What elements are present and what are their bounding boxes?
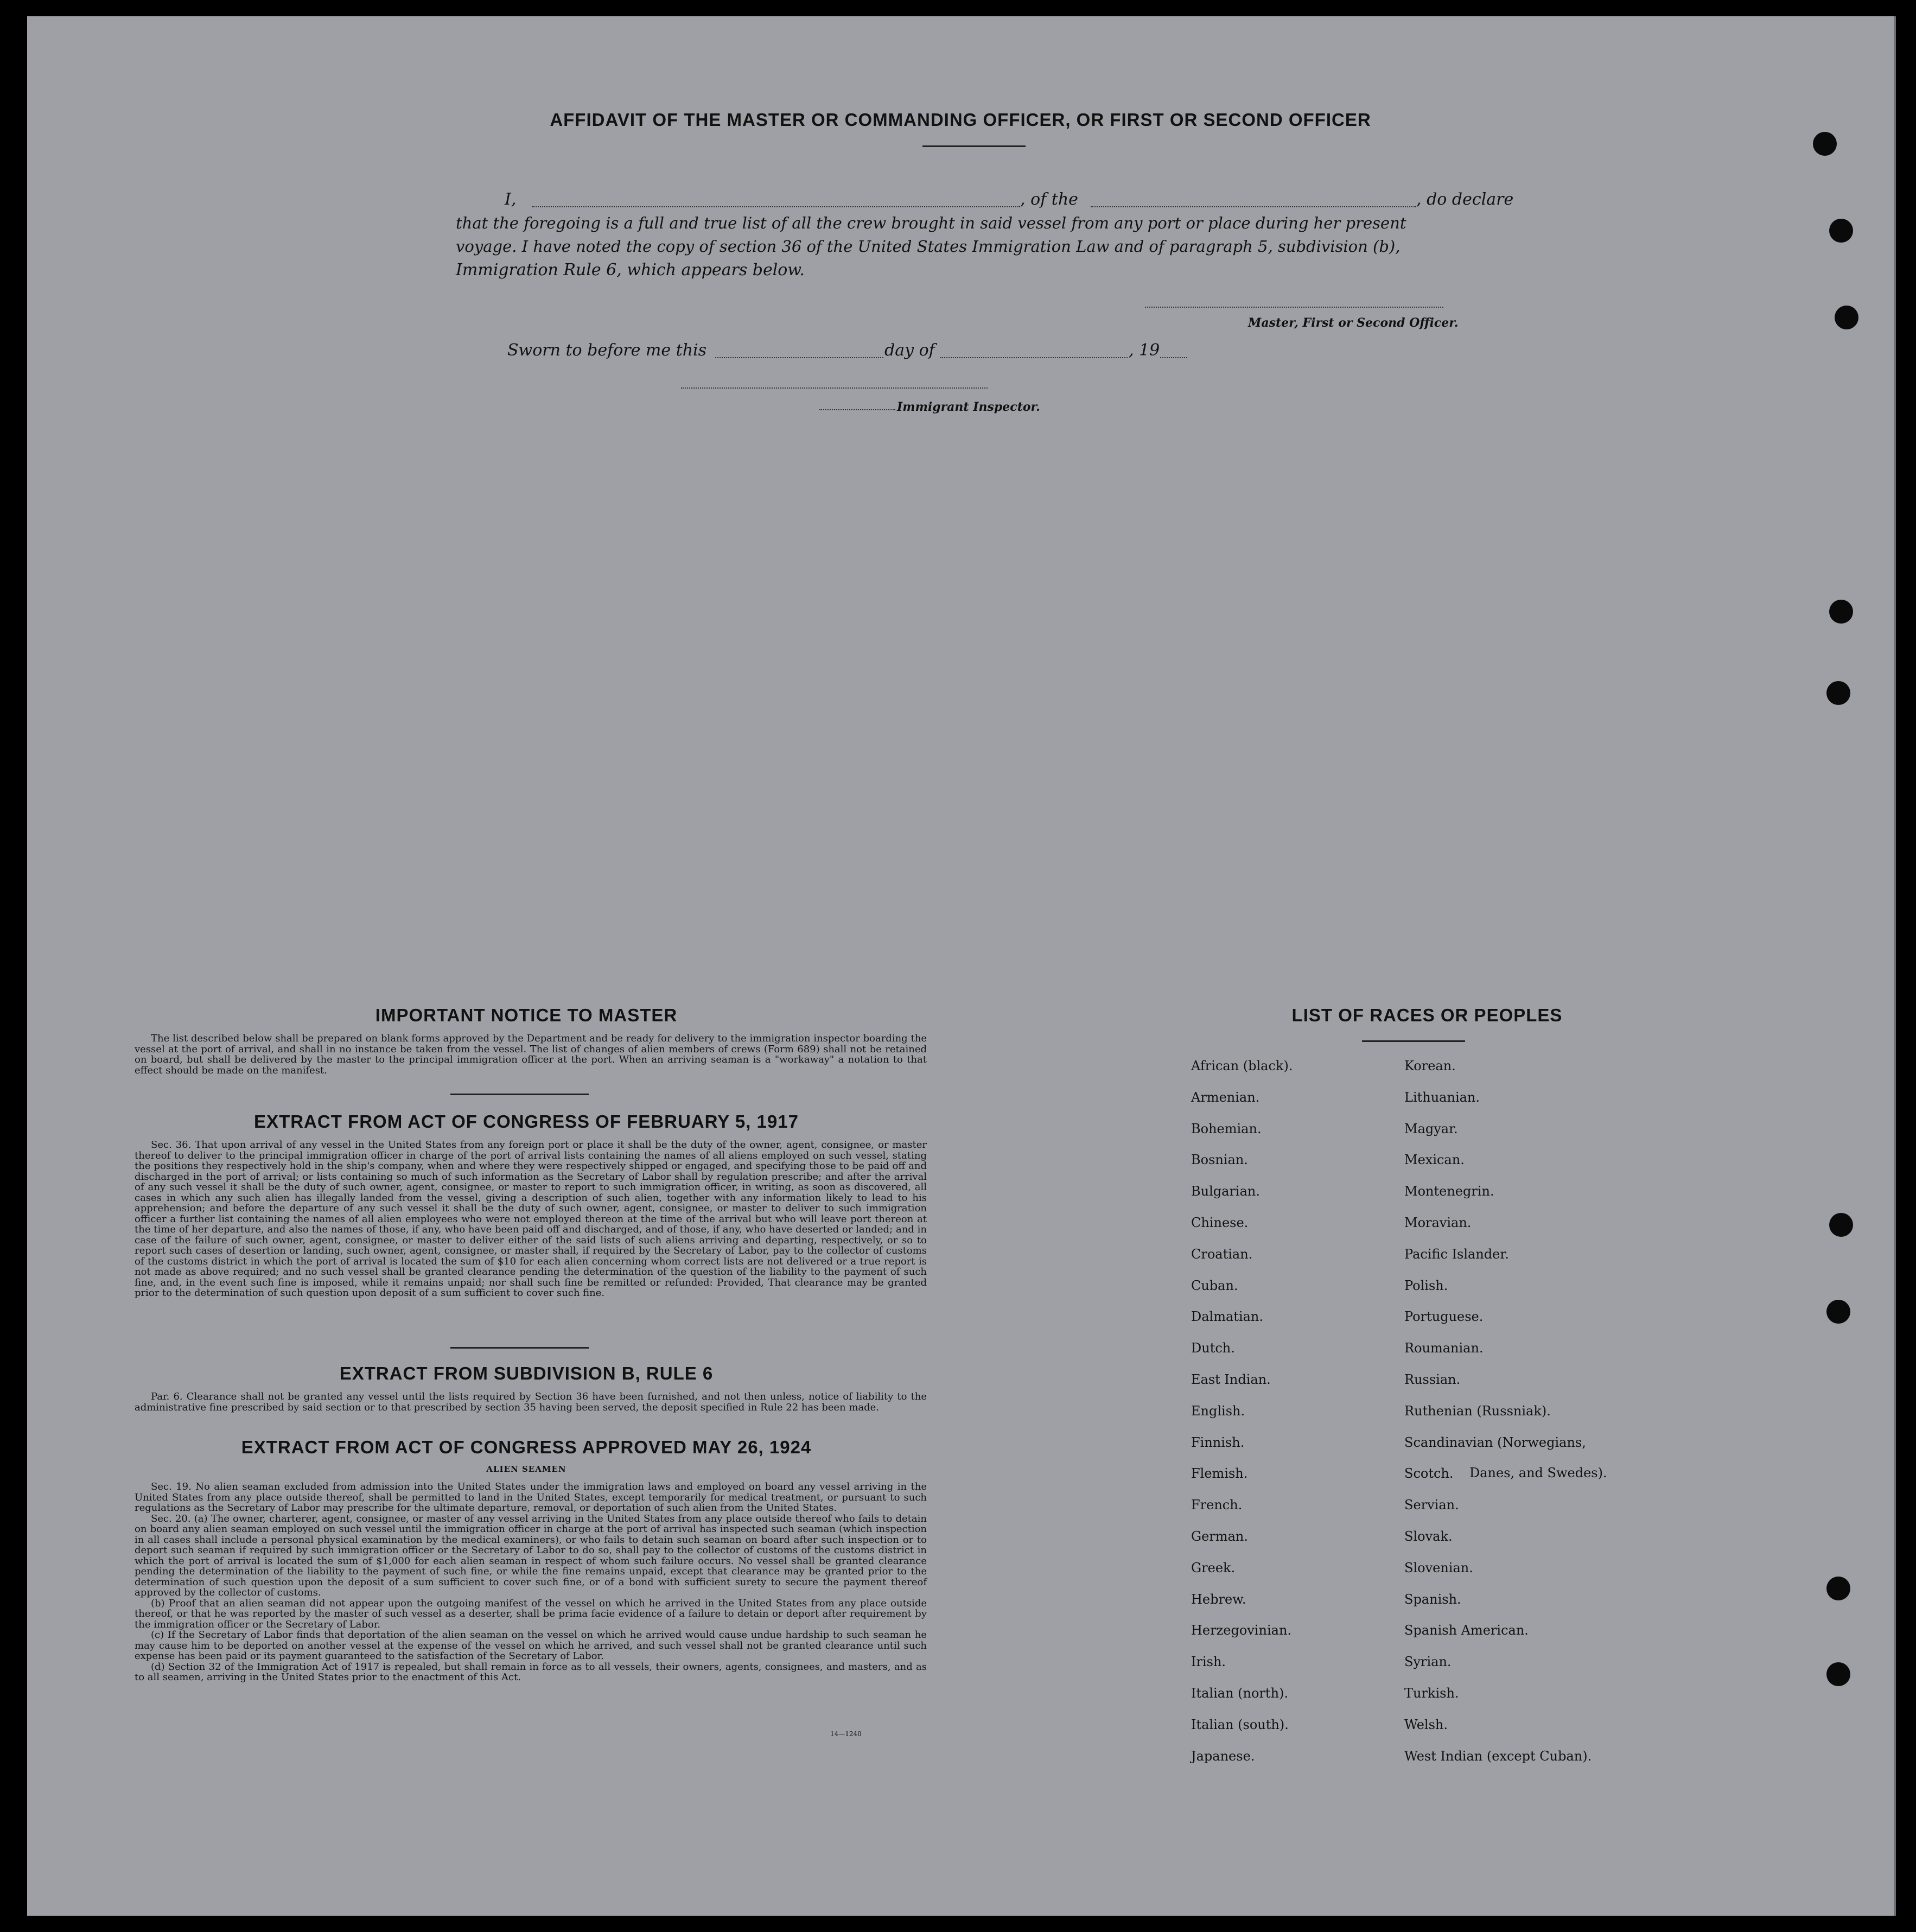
sworn-day-field[interactable] <box>715 357 883 358</box>
extract-1924-subtitle: ALIEN SEAMEN <box>486 1464 566 1474</box>
race-item: African (black). <box>1191 1058 1293 1073</box>
extract-1924-paragraph: (b) Proof that an alien seaman did not appear upon the outgoing manifest of the vessel on which he arrived in the United States from any place outside thereof, or that he was reported by the master of such vessel as a deserter, shall be prima facie evidence of a failure to detain or deport after requirement by the immigration officer or the Secretary of Labor. <box>135 1597 927 1630</box>
affidavit-line-2: that the foregoing is a full and true list of all the crew brought in said vessel from any port or place during her present <box>456 214 1406 232</box>
race-item: Roumanian. <box>1404 1340 1484 1356</box>
race-item: Syrian. <box>1404 1654 1452 1670</box>
binder-hole <box>1835 306 1858 329</box>
race-item: Polish. <box>1404 1278 1448 1293</box>
extract-1924-paragraph: Sec. 20. (a) The owner, charterer, agent, consignee, or master of any vessel arriving in the United States from any place outside thereof who fails to detain on board any alien seaman employed on such vessel until the immigration officer in charge at the port of arrival has inspected such seaman (which inspection in all cases shall include a personal physical examination by the medical examiners), or who fails to detain such seaman on board after such inspection or to deport such seaman if required by such immigration officer or the Secretary of Labor to do so, shall pay to the collector of customs of the customs district in which the port of arrival is located the sum of $1,000 for each alien seaman in respect of whom such failure occurs. No vessel shall be granted clearance pending the determination of the liability to the payment of such fine, or while the fine remains unpaid, except that clearance may be granted prior to the determination of such question upon the deposit of a sum sufficient to cover such fine, or of a bond with sufficient surety to secure the payment thereof approved by the collector of customs. <box>135 1512 927 1598</box>
title-underline <box>922 145 1026 147</box>
extract-1917-divider <box>450 1347 589 1349</box>
extract-rule6-paragraph: Par. 6. Clearance shall not be granted any vessel until the lists required by Section 36 have been furnished, and not then unless, notice of liability to the administrative fine prescribed by said section or to that prescribed by section 35 having been served, the deposit specified in Rule 22 has been made. <box>135 1391 927 1413</box>
race-item: Chinese. <box>1191 1215 1249 1230</box>
binder-hole <box>1829 219 1853 243</box>
race-item: Portuguese. <box>1404 1309 1484 1325</box>
day-of-label: day of <box>884 341 935 360</box>
affidavit-do-declare: , do declare <box>1416 190 1514 209</box>
race-item: Spanish. <box>1404 1591 1461 1607</box>
race-item: French. <box>1191 1497 1243 1513</box>
race-item: Magyar. <box>1404 1121 1458 1136</box>
inspector-caption: Immigrant Inspector. <box>897 400 1040 414</box>
inspector-name-field[interactable] <box>819 409 895 410</box>
race-item: German. <box>1191 1529 1248 1544</box>
binder-hole <box>1813 132 1837 156</box>
race-item: Turkish. <box>1404 1686 1459 1701</box>
extract-rule6-title: EXTRACT FROM SUBDIVISION B, RULE 6 <box>339 1363 714 1383</box>
affidavit-line-4: Immigration Rule 6, which appears below. <box>456 260 805 279</box>
notice-body <box>135 1033 927 1076</box>
race-item: Cuban. <box>1191 1278 1238 1293</box>
year-label: , 19 <box>1129 341 1160 360</box>
binder-hole <box>1829 1213 1853 1237</box>
binder-hole <box>1829 600 1853 624</box>
race-item: Dutch. <box>1191 1340 1235 1356</box>
race-item: Armenian. <box>1191 1089 1260 1105</box>
race-item: Moravian. <box>1404 1215 1472 1230</box>
race-item: Croatian. <box>1191 1246 1253 1262</box>
races-title: LIST OF RACES OR PEOPLES <box>1291 1005 1563 1025</box>
race-item: Bulgarian. <box>1191 1184 1260 1199</box>
race-item: Scandinavian (Norwegians, <box>1404 1434 1586 1450</box>
race-item: Hebrew. <box>1191 1591 1246 1607</box>
form-number: 14—1240 <box>830 1730 862 1738</box>
race-item: Pacific Islander. <box>1404 1246 1509 1262</box>
race-continuation: Danes, and Swedes). <box>1469 1465 1607 1480</box>
extract-1917-title: EXTRACT FROM ACT OF CONGRESS OF FEBRUARY 5, 1917 <box>254 1111 799 1132</box>
race-item: Herzegovinian. <box>1191 1623 1292 1638</box>
affidavit-line-3: voyage. I have noted the copy of section 36 of the United States Immigration Law and of paragraph 5, subdivision (b), <box>456 237 1401 256</box>
signature-field[interactable] <box>1145 307 1443 308</box>
race-item: Ruthenian (Russniak). <box>1404 1403 1551 1419</box>
binder-hole <box>1826 1577 1850 1600</box>
sworn-year-field[interactable] <box>1160 357 1187 358</box>
races-title-underline <box>1362 1040 1465 1042</box>
race-item: Bohemian. <box>1191 1121 1262 1136</box>
signature-caption: Master, First or Second Officer. <box>1248 316 1459 330</box>
affidavit-i-label: I, <box>505 190 517 209</box>
extract-1917-body <box>135 1140 927 1299</box>
extract-1924-paragraph: (d) Section 32 of the Immigration Act of 1917 is repealed, but shall remain in force as to all vessels, their owners, agents, consignees, and masters, and as to all seamen, arriving in the United States prior to the enactment of this Act. <box>135 1661 927 1683</box>
binder-hole <box>1826 1300 1850 1324</box>
extract-1924-paragraph: (c) If the Secretary of Labor finds that deportation of the alien seaman on the vessel on which he arrived would cause undue hardship to such seaman he may cause him to be deported on another vessel at the expense of the vessel on which he arrived, and such vessel shall not be granted clearance until such expense has been paid or its payment guaranteed to the satisfaction of the Secretary of Labor. <box>135 1629 927 1662</box>
race-item: Lithuanian. <box>1404 1089 1480 1105</box>
notice-divider <box>450 1094 589 1095</box>
extract-1924-paragraph: Sec. 19. No alien seaman excluded from admission into the United States under the immigration laws and employed on board any vessel arriving in the United States from any place outside thereof, shall be permitted to land in the United States, except temporarily for medical treatment, or pursuant to such regulations as the Secretary of Labor may prescribe for the ultimate departure, removal, or deportation of such alien from the United States. <box>135 1481 927 1514</box>
race-item: Dalmatian. <box>1191 1309 1264 1325</box>
race-item: English. <box>1191 1403 1245 1419</box>
name-field[interactable] <box>532 206 1020 207</box>
race-item: Flemish. <box>1191 1466 1248 1482</box>
extract-1924-title: EXTRACT FROM ACT OF CONGRESS APPROVED MAY 26, 1924 <box>241 1437 812 1457</box>
affidavit-title: AFFIDAVIT OF THE MASTER OR COMMANDING OFFICER, OR FIRST OR SECOND OFFICER <box>550 110 1371 130</box>
race-item: Irish. <box>1191 1654 1226 1670</box>
extract-1917-paragraph: Sec. 36. That upon arrival of any vessel in the United States from any foreign port or place it shall be the duty of the owner, agent, consignee, or master thereof to deliver to the principal immigration officer in charge of the port of arrival lists containing the names of all aliens employed on such vessel, stating the positions they respectively hold in the ship's company, when and where they were respectively shipped or engaged, and specifying those to be paid off and discharged in the port of arrival; or lists containing so much of such information as the Secretary of Labor shall by regulation prescribe; and after the arrival of any such vessel it shall be the duty of such owner, agent, consignee, or master to report to such immigration officer, in writing, as soon as discovered, all cases in which any such alien has illegally landed from the vessel, giving a description of such alien, together with any information likely to lead to his apprehension; and before the departure of any such vessel it shall be the duty of such owner, agent, consignee, or master to deliver to such immigration officer a further list containing the names of all alien employees who were not employed thereon at the time of the arrival but who will leave port thereon at the time of her departure, and also the names of those, if any, who have been paid off and discharged, and of those, if any, who have deserted or landed; and in case of the failure of such owner, agent, consignee, or master to deliver either of the said lists of such aliens arriving and departing, respectively, or so to report such cases of desertion or landing, such owner, agent, consignee, or master shall, if required by the Secretary of Labor, pay to the collector of customs of the customs district in which the port of arrival is located the sum of $10 for each alien concerning whom correct lists are not delivered or a true report is not made as above required; and no such vessel shall be granted clearance pending the determination of the question of the liability to the payment of such fine, and, in the event such fine is imposed, while it remains unpaid; nor shall such fine be remitted or refunded: Provided, That clearance may be granted prior to the determination of such question upon deposit of a sum sufficient to cover such fine. <box>135 1139 927 1299</box>
inspector-signature-field[interactable] <box>681 387 988 389</box>
notice-paragraph: The list described below shall be prepared on blank forms approved by the Department and be ready for delivery to the immigration inspector boarding the vessel at the port of arrival, and shall in no instance be taken from the vessel. The list of changes of alien members of crews (Form 689) shall not be retained on board, but shall be delivered by the master to the principal immigration officer at the port. When an arriving seaman is a "workaway" a notation to that effect should be made on the manifest. <box>135 1033 927 1076</box>
race-item: East Indian. <box>1191 1372 1271 1387</box>
race-item: Welsh. <box>1404 1717 1448 1732</box>
race-item: Montenegrin. <box>1404 1184 1494 1199</box>
notice-title: IMPORTANT NOTICE TO MASTER <box>375 1005 678 1025</box>
race-item: Japanese. <box>1191 1748 1255 1764</box>
race-item: Mexican. <box>1404 1152 1465 1168</box>
race-item: Bosnian. <box>1191 1152 1248 1168</box>
form-sheet <box>27 16 1896 1916</box>
vessel-field[interactable] <box>1091 206 1416 207</box>
sworn-month-field[interactable] <box>940 357 1128 358</box>
race-item: Russian. <box>1404 1372 1461 1387</box>
race-item: Greek. <box>1191 1560 1236 1575</box>
affidavit-of-the-label: , of the <box>1020 190 1078 209</box>
extract-rule6-body <box>135 1391 927 1413</box>
race-item: Korean. <box>1404 1058 1456 1073</box>
race-item: Italian (south). <box>1191 1717 1289 1732</box>
race-item: Slovak. <box>1404 1529 1453 1544</box>
race-item: Italian (north). <box>1191 1686 1289 1701</box>
race-item: Scotch. <box>1404 1466 1454 1482</box>
race-item: West Indian (except Cuban). <box>1404 1748 1592 1764</box>
sworn-label: Sworn to before me this <box>507 341 707 360</box>
race-item: Spanish American. <box>1404 1623 1529 1638</box>
extract-1924-body <box>135 1482 927 1683</box>
binder-hole <box>1826 1662 1850 1686</box>
binder-hole <box>1826 681 1850 705</box>
race-item: Finnish. <box>1191 1434 1245 1450</box>
race-item: Servian. <box>1404 1497 1459 1513</box>
race-item: Slovenian. <box>1404 1560 1473 1575</box>
